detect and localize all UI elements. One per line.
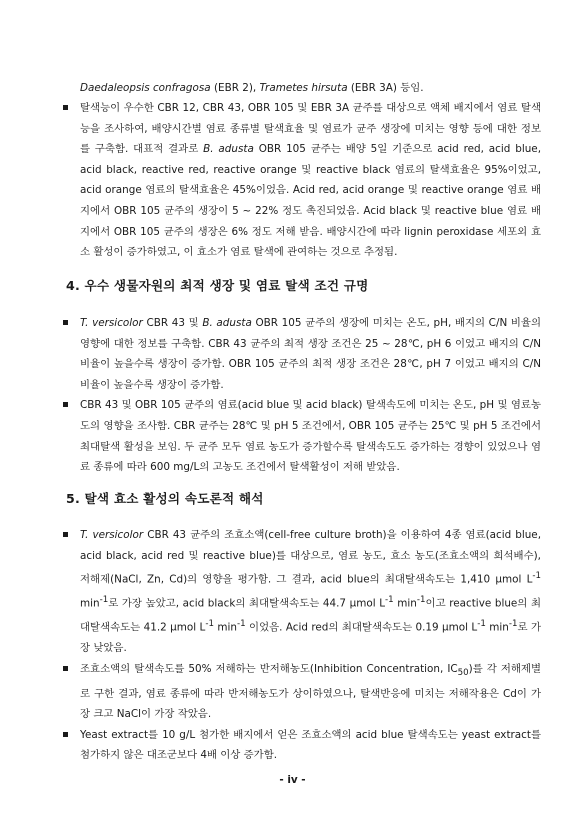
list-item <box>63 525 541 659</box>
superscript: -1 <box>236 619 246 630</box>
section3-bullet-list <box>63 98 541 263</box>
paragraph-text: CBR 43 및 OBR 105 균주의 염료(acid blue 및 acid black) 탈색속도에 미치는 온도, pH 및 염료농도의 영향을 조사함. CBR 균주는 28℃ 및 pH 5 조건에서, OBR 105 균주는 25℃ 및 pH 5 조건에서 최대탈색 활성을 보임. 두 균주 모두 염료 농도가 증가할수록 탈색속도도 증가하는 경향이 있었으나 염료 종류에 따라 600 mg/L의 고농도 조건에서 탈색활성이 저해 받았음. <box>80 399 541 474</box>
paragraph-text: Yeast extract를 10 g/L 첨가한 배지에서 얻은 조효소액의 acid blue 탈색속도는 yeast extract를 첨가하지 않은 대조군보다 4배 이상 증가함. <box>80 728 541 762</box>
paragraph-text: 조효소액의 탈색속도를 50% 저해하는 반저해농도(Inhibition Concentration, IC <box>80 662 458 675</box>
section-heading-5: 5. 탈색 효소 활성의 속도론적 해석 <box>66 491 264 506</box>
species-name: T. versicolor <box>80 529 144 541</box>
square-bullet-icon <box>63 666 68 671</box>
paragraph-text: min <box>213 621 237 634</box>
page-number: - iv - <box>279 774 306 786</box>
superscript: -1 <box>477 619 486 630</box>
superscript: -1 <box>205 619 214 630</box>
square-bullet-icon <box>63 320 68 325</box>
paragraph-text: CBR 43 균주의 조효소액(cell-free culture broth)을 이용하여 4종 염료(acid blue, acid black, acid red 및 reactive blue)를 대상으로, 염료 농도, 효소 농도(조효소액의 희석배수), 저해제(NaCl, Zn, Cd)의 영향을 평가함. 그 결과, acid blue의 최대탈색속도는 1,410 μmol L <box>80 529 542 586</box>
square-bullet-icon <box>63 532 68 537</box>
section-heading-4: 4. 우수 생물자원의 최적 생장 및 염료 탈색 조건 규명 <box>66 278 369 293</box>
superscript: -1 <box>416 595 426 606</box>
section4-bullet-list <box>63 313 541 478</box>
intro-text: (EBR 2), <box>210 82 260 94</box>
list-item <box>63 659 541 725</box>
list-item <box>63 313 541 395</box>
square-bullet-icon <box>63 402 68 407</box>
intro-line <box>80 78 540 99</box>
paragraph-text: 탈색능이 우수한 CBR 12, CBR 43, OBR 105 및 EBR 3A 균주를 대상으로 액체 배지에서 염료 탈색능을 조사하여, 배양시간별 염료 종류별 탈색효율 및 염료가 균주 생장에 미치는 영향 등에 대한 정보를 구축함. 대표적 결과로 <box>80 102 541 156</box>
list-item <box>63 98 541 263</box>
subscript: 50 <box>457 668 469 679</box>
species-name: B. adusta <box>203 143 254 156</box>
paragraph-text: 이었음. Acid red의 최대탈색속도는 0.19 μmol L <box>245 621 478 634</box>
superscript: -1 <box>532 571 541 582</box>
square-bullet-icon <box>63 105 68 110</box>
list-item <box>63 395 541 477</box>
paragraph-text: CBR 43 및 <box>142 317 203 329</box>
species-name: Trametes hirsuta <box>259 82 348 94</box>
species-name: Daedaleopsis confragosa <box>80 82 211 94</box>
superscript: -1 <box>508 619 518 630</box>
paragraph-text: min <box>80 597 100 610</box>
superscript: -1 <box>385 595 394 606</box>
section5-bullet-list <box>63 525 541 766</box>
square-bullet-icon <box>63 732 68 737</box>
paragraph-text: OBR 105 균주의 생장에 미치는 온도, pH, 배지의 C/N 비율의 영향에 대한 정보를 구축함. CBR 43 균주의 최적 생장 조건은 25 ~ 28℃, pH 6 이었고 배지의 C/N 비율이 높을수록 생장이 증가함. OBR 105 균주의 최적 생장 조건은 28℃, pH 7 이었고 배지의 C/N 비율이 높을수록 생장이 증가함. <box>80 317 541 391</box>
superscript: -1 <box>99 595 109 606</box>
paragraph-text: OBR 105 균주는 배양 5일 기준으로 acid red, acid blue, acid black, reactive red, reactive orange 및 reactive black 염료의 탈색효율은 95%이었고, acid orange 염료의 탈색효율은 45%이었음. Acid red, acid orange 및 reactive orange 염료 배지에서 OBR 105 균주의 생장이 5 ~ 22% 정도 촉진되었음. Acid black 및 reactive blue 염료 배지에서 OBR 105 균주의 생장은 6% 정도 저해 받음. 배양시간에 따라 lignin peroxidase 세포외 효소 활성이 증가하였고, 이 효소가 염료 탈색에 관여하는 것으로 추정됨. <box>80 143 541 259</box>
paragraph-text: 로 가장 낮았음. <box>80 621 541 655</box>
paragraph-text: min <box>485 621 509 634</box>
species-name: B. adusta <box>202 317 252 329</box>
species-name: T. versicolor <box>80 317 143 329</box>
paragraph-text: min <box>393 597 417 610</box>
paragraph-text: 로 가장 높았고, acid black의 최대탈색속도는 44.7 μmol L <box>108 597 386 610</box>
paragraph-text: )를 각 저해제별로 구한 결과, 염료 종류에 따라 반저해농도가 상이하였으나, 탈색반응에 미치는 저해작용은 Cd이 가장 크고 NaCl이 가장 작았음. <box>80 662 542 721</box>
paragraph-text: 이고 reactive blue의 최대탈색속도는 41.2 μmol L <box>80 597 541 634</box>
intro-text: (EBR 3A) 등임. <box>347 82 424 94</box>
list-item <box>63 725 541 766</box>
